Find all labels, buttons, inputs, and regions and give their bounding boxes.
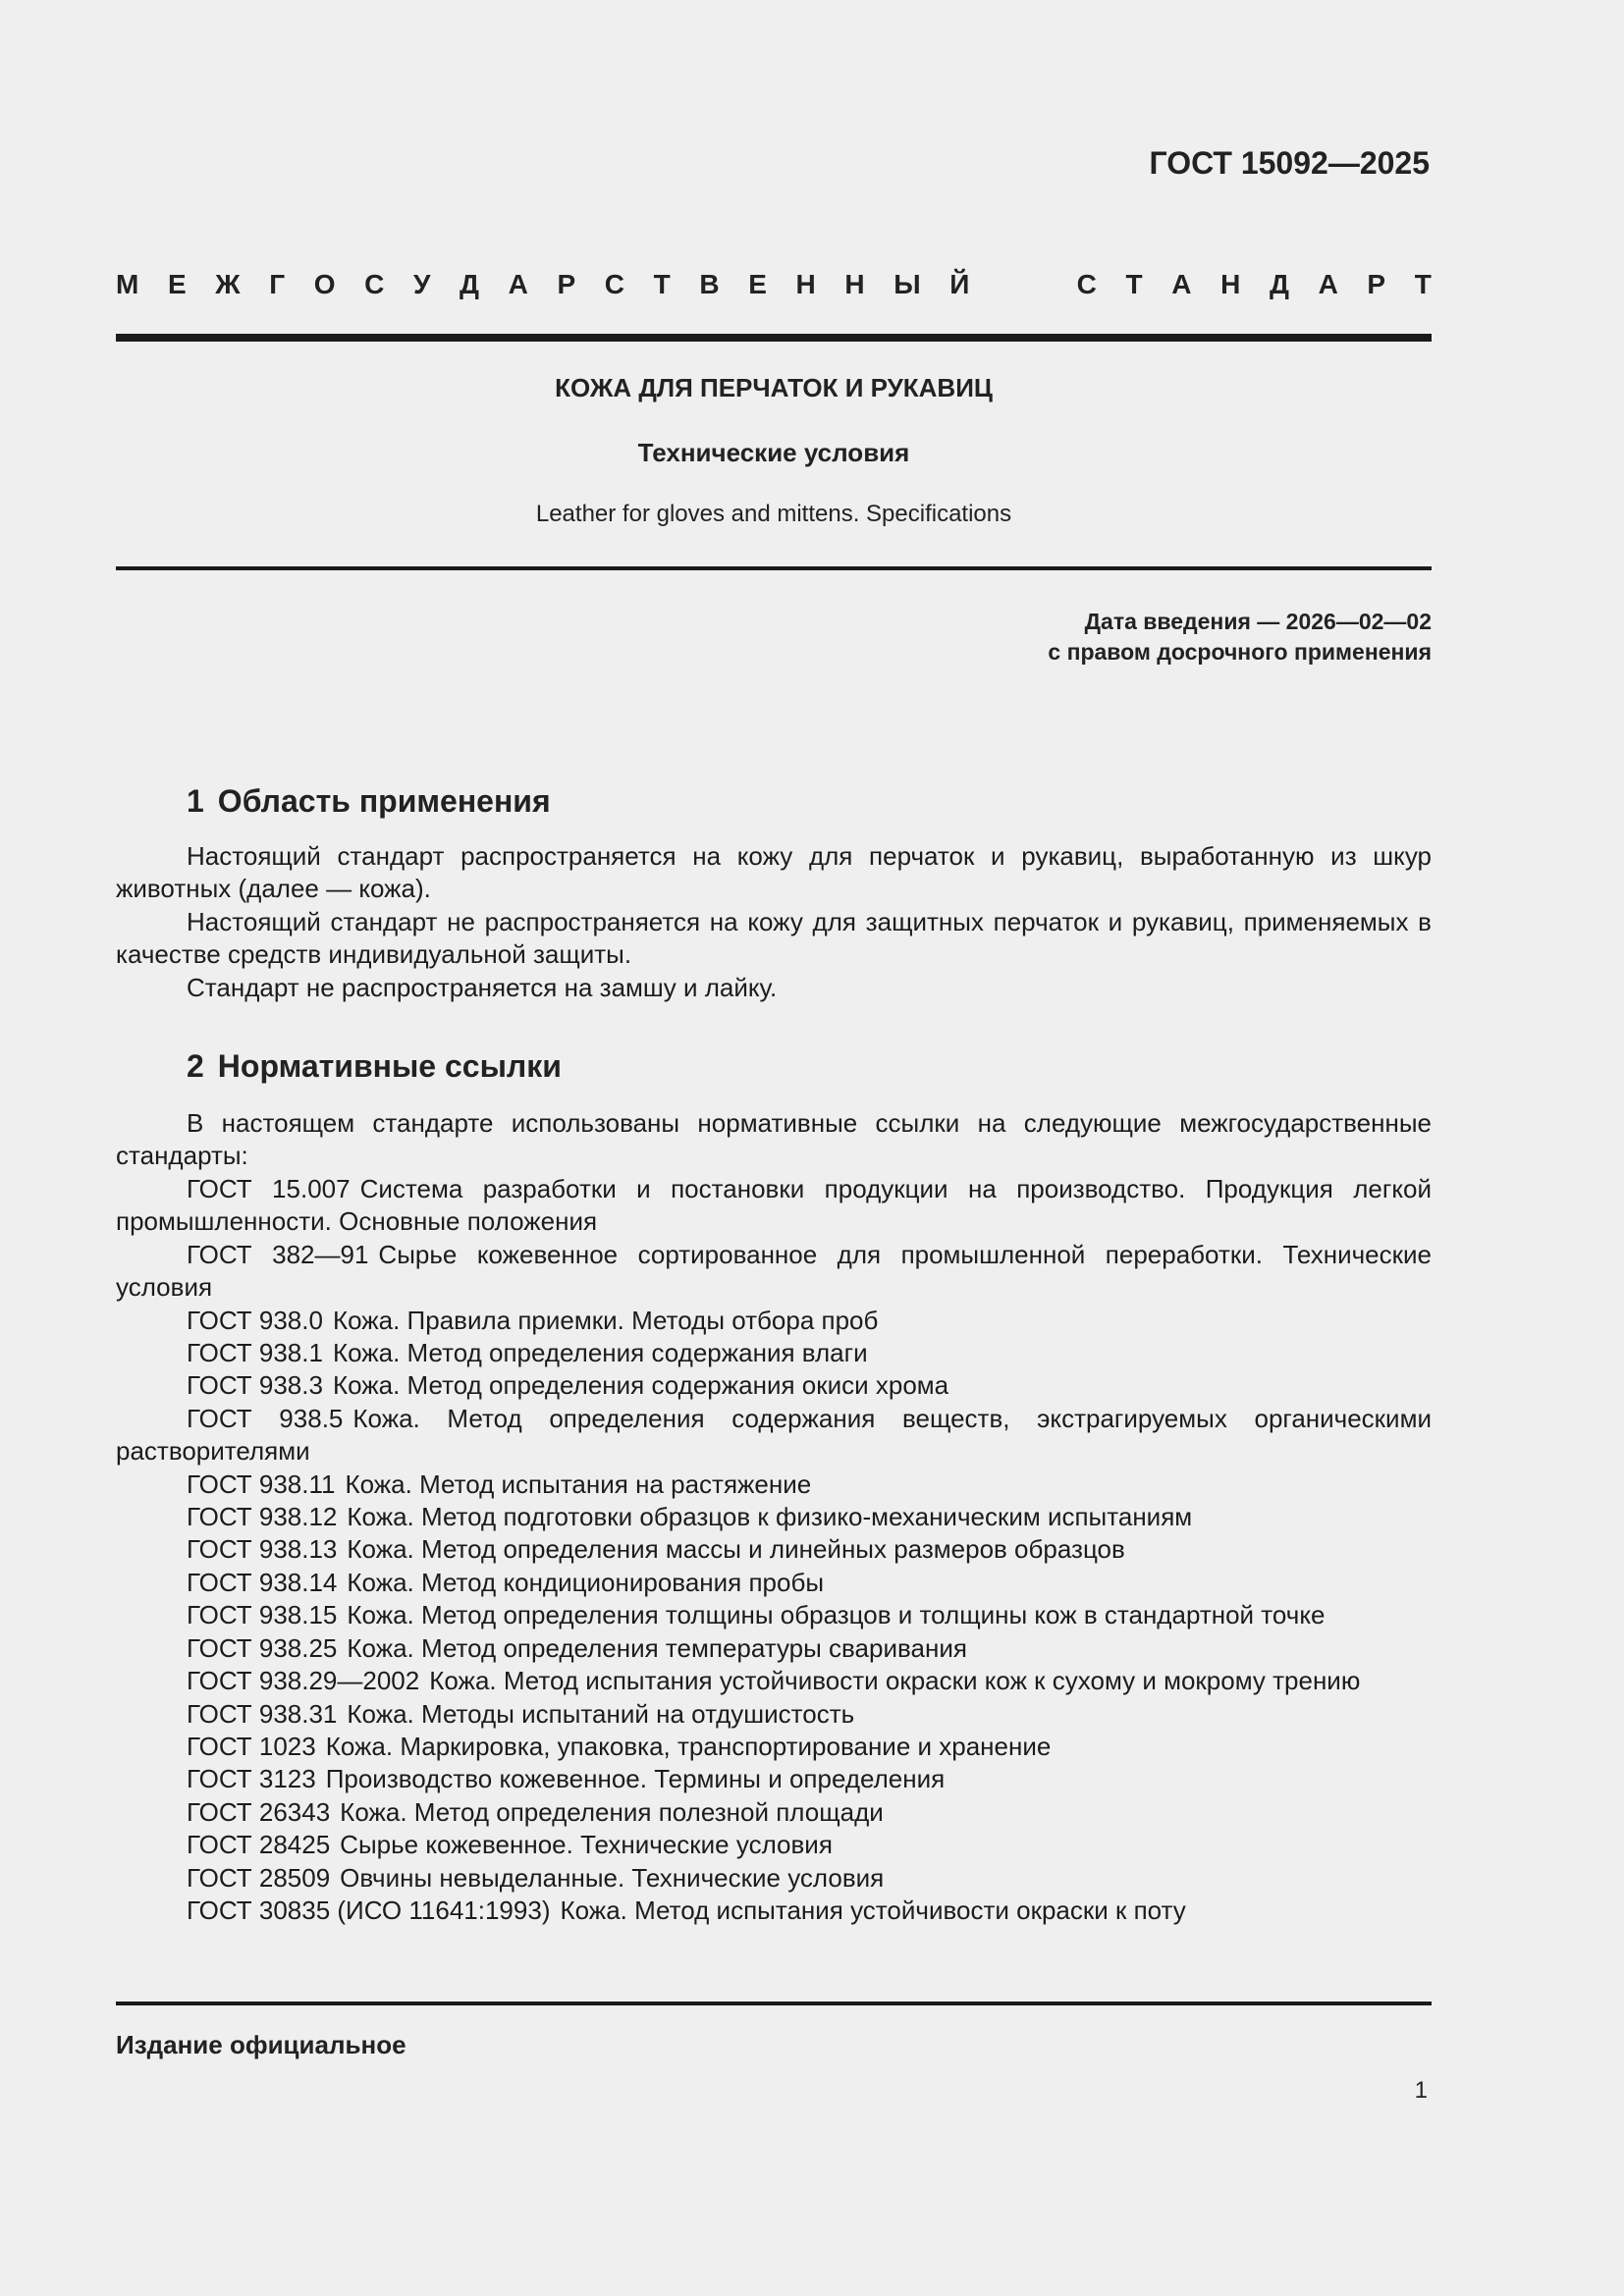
- reference-title: Овчины невыделанные. Технические условия: [340, 1862, 885, 1893]
- section-1-heading: [187, 783, 551, 820]
- heading-letter: Д: [460, 269, 479, 299]
- reference-code: ГОСТ 30835 (ИСО 11641:1993): [187, 1895, 551, 1925]
- heading-letter: Г: [269, 269, 286, 299]
- interstate-standard-heading: [116, 269, 1432, 300]
- reference-item: [116, 1665, 1432, 1697]
- reference-title: Кожа. Правила приемки. Методы отбора проб: [332, 1305, 879, 1335]
- reference-item: [116, 1337, 1432, 1369]
- introduction-date-block: [1048, 607, 1432, 667]
- reference-code: ГОСТ 3123: [187, 1764, 316, 1794]
- reference-title: Система разработки и постановки продукции на производство. Продукция легкой промышленности. Основные положения: [116, 1174, 1432, 1237]
- reference-code: ГОСТ 28509: [187, 1862, 331, 1893]
- reference-title: Кожа. Маркировка, упаковка, транспортирование и хранение: [325, 1731, 1052, 1761]
- heading-letter: А: [508, 269, 528, 299]
- early-application-note: с правом досрочного применения: [1048, 639, 1432, 665]
- reference-title: Кожа. Метод испытания устойчивости окраски кож к сухому и мокрому трению: [429, 1666, 1361, 1696]
- reference-title: Кожа. Метод определения содержания веществ, экстрагируемых органическими растворителями: [116, 1403, 1432, 1467]
- reference-item: [116, 1369, 1432, 1402]
- heading-letter: С: [604, 269, 624, 299]
- reference-title: Кожа. Методы испытаний на отдушистость: [347, 1698, 855, 1729]
- heading-letter: В: [699, 269, 720, 299]
- reference-title: Производство кожевенное. Термины и определения: [325, 1764, 946, 1794]
- introduction-date: Дата введения — 2026—02—02: [1084, 609, 1432, 634]
- document-title: КОЖА ДЛЯ ПЕРЧАТОК И РУКАВИЦ: [555, 373, 993, 402]
- reference-code: ГОСТ 938.1: [187, 1338, 323, 1368]
- document-subtitle: Технические условия: [637, 438, 910, 467]
- heading-letter: С: [1076, 269, 1097, 299]
- reference-item: [116, 1829, 1432, 1861]
- section-title: Область применения: [217, 783, 551, 819]
- heading-letter: Ж: [215, 269, 241, 299]
- reference-title: Кожа. Метод подготовки образцов к физико-механическим испытаниям: [347, 1502, 1193, 1532]
- document-title-english: Leather for gloves and mittens. Specifications: [535, 501, 1012, 527]
- document-number: ГОСТ 15092—2025: [1149, 145, 1430, 181]
- reference-code: ГОСТ 938.13: [187, 1534, 338, 1565]
- reference-title: Кожа. Метод испытания на растяжение: [345, 1468, 812, 1499]
- reference-title: Кожа. Метод определения полезной площади: [340, 1796, 884, 1827]
- reference-title: Кожа. Метод определения содержания окиси хрома: [332, 1370, 949, 1401]
- reference-title: Кожа. Метод определения температуры сваривания: [347, 1632, 967, 1663]
- reference-item: [116, 1763, 1432, 1795]
- reference-title: Кожа. Метод определения массы и линейных размеров образцов: [347, 1534, 1125, 1565]
- word-gap: [999, 269, 1048, 300]
- heading-letter: Т: [1414, 269, 1432, 299]
- heading-letter: С: [364, 269, 385, 299]
- heading-letter: Р: [1367, 269, 1386, 299]
- reference-item: [116, 1862, 1432, 1895]
- heading-letter: Е: [167, 269, 187, 299]
- heading-letter: Д: [1269, 269, 1289, 299]
- reference-code: ГОСТ 26343: [187, 1796, 331, 1827]
- heading-letter: Н: [1220, 269, 1241, 299]
- reference-code: ГОСТ 938.3: [187, 1370, 323, 1401]
- reference-title: Кожа. Метод определения толщины образцов и толщины кож в стандартной точке: [347, 1600, 1326, 1630]
- reference-code: ГОСТ 938.5: [187, 1403, 344, 1433]
- page-number: 1: [1414, 2077, 1428, 2104]
- paragraph: В настоящем стандарте использованы нормативные ссылки на следующие межгосударственные стандарты:: [116, 1108, 1432, 1171]
- reference-item: [116, 1533, 1432, 1566]
- heading-letter: Н: [795, 269, 816, 299]
- reference-item: [116, 1239, 1432, 1305]
- paragraph: Стандарт не распространяется на замшу и лайку.: [187, 972, 778, 1002]
- section-1-body: [116, 840, 1432, 1004]
- reference-item: [116, 1632, 1432, 1665]
- reference-item: [116, 1468, 1432, 1501]
- heading-letter: Й: [949, 269, 970, 299]
- reference-item: [116, 1403, 1432, 1468]
- reference-code: ГОСТ 938.29—2002: [187, 1666, 420, 1696]
- heading-letter: О: [313, 269, 336, 299]
- reference-code: ГОСТ 938.12: [187, 1502, 338, 1532]
- paragraph: Настоящий стандарт распространяется на кожу для перчаток и рукавиц, выработанную из шкур животных (далее — кожа).: [116, 841, 1432, 904]
- reference-title: Кожа. Метод испытания устойчивости окраски к поту: [560, 1895, 1186, 1925]
- heading-letter: Н: [844, 269, 865, 299]
- reference-code: ГОСТ 28425: [187, 1830, 331, 1860]
- reference-code: ГОСТ 938.0: [187, 1305, 323, 1335]
- reference-item: [116, 1501, 1432, 1533]
- reference-code: ГОСТ 1023: [187, 1731, 316, 1761]
- reference-item: [116, 1731, 1432, 1763]
- reference-code: ГОСТ 938.31: [187, 1698, 338, 1729]
- section-2-heading: [187, 1048, 562, 1085]
- section-number: 2: [187, 1048, 204, 1084]
- section-2-intro: [116, 1107, 1432, 1173]
- footer-divider: [116, 2002, 1432, 2005]
- reference-code: ГОСТ 938.14: [187, 1567, 338, 1597]
- reference-item: [116, 1305, 1432, 1337]
- heading-letter: У: [412, 269, 431, 299]
- section-number: 1: [187, 783, 204, 819]
- reference-code: ГОСТ 382—91: [187, 1239, 369, 1269]
- reference-title: Сырье кожевенное сортированное для промышленной переработки. Технические условия: [116, 1239, 1432, 1303]
- reference-code: ГОСТ 938.15: [187, 1600, 338, 1630]
- reference-title: Кожа. Метод определения содержания влаги: [332, 1338, 868, 1368]
- reference-code: ГОСТ 938.11: [187, 1468, 336, 1499]
- heading-letter: М: [116, 269, 139, 299]
- heading-letter: Ы: [893, 269, 921, 299]
- normative-references-list: [116, 1173, 1432, 1927]
- reference-item: [116, 1173, 1432, 1239]
- reference-title: Кожа. Метод кондиционирования пробы: [347, 1567, 825, 1597]
- heading-letter: Р: [557, 269, 576, 299]
- official-edition-label: Издание официальное: [116, 2030, 406, 2059]
- reference-code: ГОСТ 938.25: [187, 1632, 338, 1663]
- reference-title: Сырье кожевенное. Технические условия: [340, 1830, 833, 1860]
- heading-letter: А: [1318, 269, 1338, 299]
- heading-letter: Т: [653, 269, 671, 299]
- header-divider: [116, 334, 1432, 342]
- paragraph: Настоящий стандарт не распространяется на кожу для защитных перчаток и рукавиц, применяемых в качестве средств индивидуальной защиты.: [116, 906, 1432, 970]
- reference-item: [116, 1599, 1432, 1631]
- heading-letter: Т: [1125, 269, 1143, 299]
- reference-item: [116, 1567, 1432, 1599]
- reference-code: ГОСТ 15.007: [187, 1174, 351, 1203]
- title-divider: [116, 566, 1432, 570]
- reference-item: [116, 1796, 1432, 1829]
- reference-item: [116, 1895, 1432, 1927]
- heading-letter: А: [1171, 269, 1192, 299]
- reference-item: [116, 1698, 1432, 1731]
- heading-letter: Е: [748, 269, 767, 299]
- section-title: Нормативные ссылки: [217, 1048, 562, 1084]
